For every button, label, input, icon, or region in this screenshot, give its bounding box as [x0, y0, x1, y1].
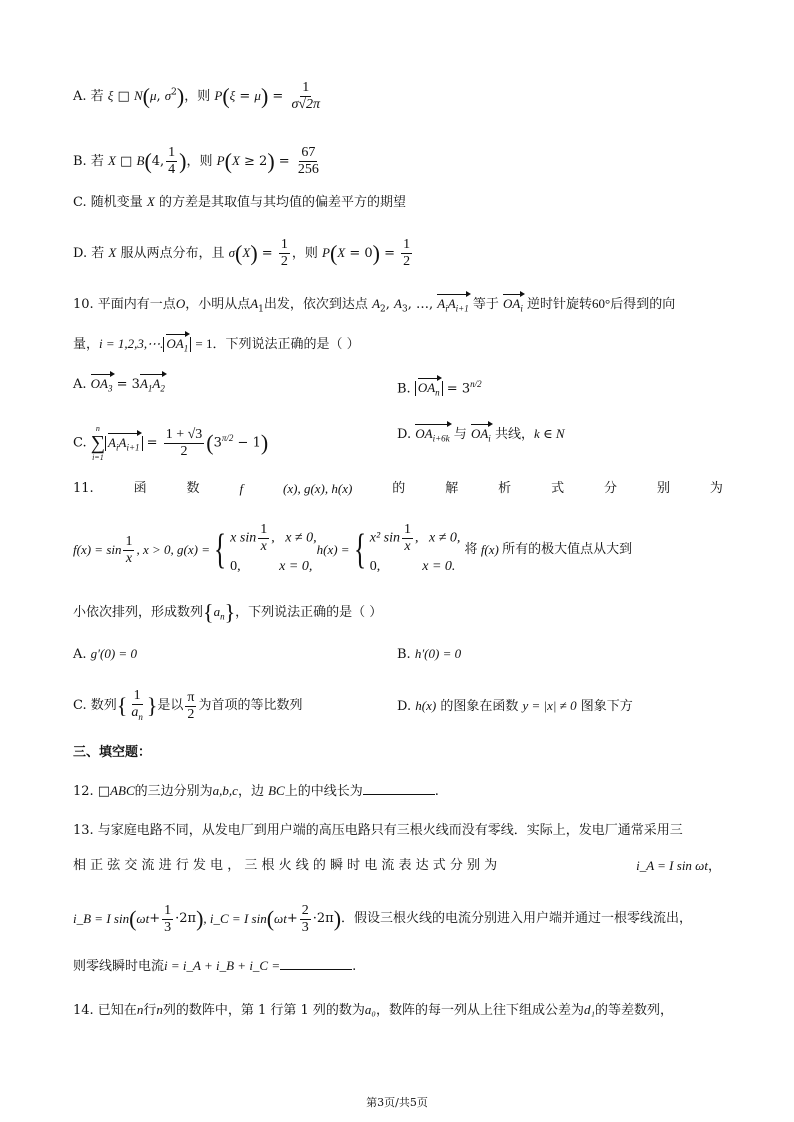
question-10-line1: 10. 平面内有一点O，小明从点$A_1$出发，依次到达点 $A_2$, $A_3$, …, $A_iA_{i+1}$ 等于 $OA_i$ 逆时针旋转60°后得到的向 [73, 294, 675, 320]
option-10a: A. $OA_3 = 3A_1A_2$ [73, 374, 165, 399]
option-10d: D. $OA_{i+6k}$ 与 $OA_i$ 共线，k ∈ N [397, 424, 565, 449]
option-11d: D. h(x) 的图象在函数 y = |x| ≠ 0 图象下方 [397, 698, 633, 714]
option-9d: D. 若 X 服从两点分布，且 σ(X) = $\frac{1}{2}$ ，则 P(X = 0) = $\frac{1}{2}$ [73, 237, 411, 269]
option-9c: C. 随机变量 X 的方差是其取值与其均值的偏差平方的期望 [73, 194, 406, 210]
option-10c: C. n ∑ i=1 $A_iA_{i+1}$ = $\frac{1 + √3}{2}$ $(3^{\pi/2} - 1)$ [73, 424, 269, 462]
question-14: 14. 已知在n行n列的数阵中，第 1 行第 1 列的数为a₀，数阵的每一列从上往下组成公差为d₁的等差数列， [73, 1002, 673, 1018]
question-13-line3: i_B = I sin ( ωt + $\frac{1}{3}$ ·2π ) , i_C = I sin ( ωt + $\frac{2}{3}$ ·2π ) ．假设三根火线的电流分别进入用户端并通过一根零线流出， [73, 902, 693, 935]
question-12: 12. □ABC的三边分别为a,b,c，边 BC上的中线长为 . [73, 780, 439, 802]
question-13-line1: 13. 与家庭电路不同，从发电厂到用户端的高压电路只有三根火线而没有零线．实际上，发电厂通常采用三 [73, 823, 683, 838]
option-10b: B. $OA_n = 3^{n/2}$ [397, 374, 482, 403]
answer-blank [280, 955, 352, 970]
question-13-line4: 则零线瞬时电流i = i_A + i_B + i_C = . [73, 955, 356, 977]
question-11-line3: 小依次排列，形成数列$\{a_n\}$，下列说法正确的是（ ） [73, 599, 383, 625]
question-10-line2: 量，i = 1,2,3,⋯. $OA_1 = 1$．下列说法正确的是（ ） [73, 334, 360, 359]
section-heading: 三、填空题： [73, 745, 152, 760]
option-9a: A. 若 ξ □ N(μ, $\sigma^2$)，则 P(ξ = μ) = $\frac{1}{\sigma√2\pi}$ [73, 80, 321, 112]
question-13-line2: 相 正 弦 交 流 进 行 发 电 ， 三 根 火 线 的 瞬 时 电 流 表 达 式 分 别 为 i_A = I sin ωt， [73, 858, 721, 874]
question-11-line2: f(x) = sin $\frac{1}{x}$ , x > 0, g(x) = { x sin $\frac{1}{x}$ , x ≠ 0, 0, x = 0, h(x) = { x² sin $\frac{1}{x}$ , x ≠ 0, 0, x = 0. 将 f(x) 所有的极大值点从大到 [73, 521, 633, 574]
option-9b: B. 若 X □ B(4, $\frac{1}{4}$ )，则 P(X ≥ 2) = $\frac{67}{256}$ [73, 145, 319, 177]
option-11c: C. 数列 { $\frac{1}{a_n}$ } 是以 $\frac{\pi}{2}$ 为首项的等比数列 [73, 687, 303, 722]
answer-blank [363, 780, 435, 795]
question-11-line1: 11. 函 数 f (x), g(x), h(x) 的 解 析 式 分 别 为 [73, 481, 723, 496]
option-11b: B. h′(0) = 0 [397, 646, 462, 662]
page-footer: 第3页/共5页 [366, 1096, 428, 1109]
option-11a: A. g′(0) = 0 [73, 646, 137, 662]
